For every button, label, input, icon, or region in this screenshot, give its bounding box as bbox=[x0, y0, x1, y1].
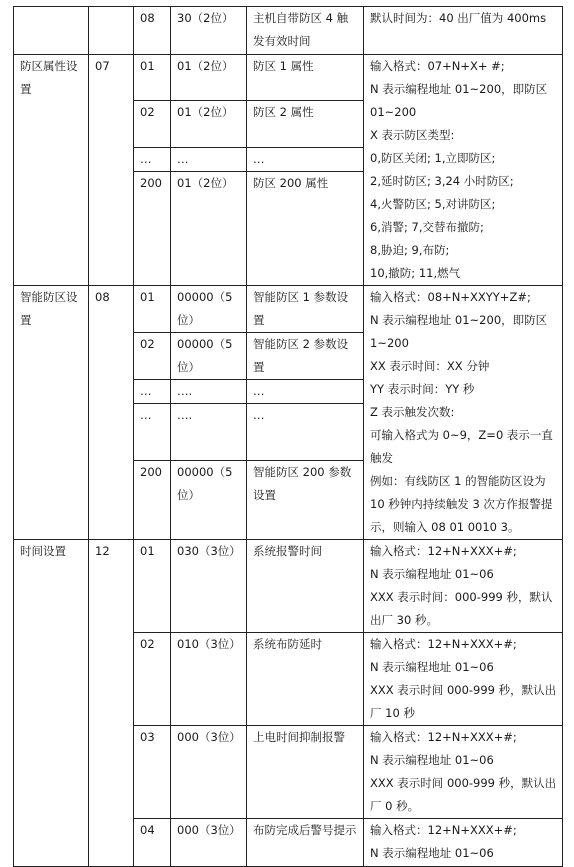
name-cell: … bbox=[247, 147, 364, 171]
code-cell bbox=[89, 7, 134, 55]
num-cell: 01 bbox=[134, 286, 171, 333]
value-cell: 00000（5位） bbox=[171, 461, 247, 540]
table-row bbox=[14, 286, 563, 333]
name-cell: … bbox=[247, 404, 364, 461]
desc-cell: 输入格式：07+N+X+ #; N 表示编程地址 01~200，即防区 01~200 X 表示防区类型: 0,防区关闭; 1,立即防区; 2,延时防区; 3,24 小时防区; 4,火警防区; 5,对讲防区; 6,消警; 7,交替布撤防; 8,胁迫; 9,布防; 10,撤防; 11,燃气 bbox=[364, 55, 563, 286]
table-row bbox=[14, 7, 563, 55]
num-cell: … bbox=[134, 404, 171, 461]
category-cell: 防区属性设置 bbox=[14, 55, 89, 286]
category-cell bbox=[14, 7, 89, 55]
code-cell: 08 bbox=[89, 286, 134, 540]
value-cell: 000（3位） bbox=[171, 726, 247, 819]
value-cell: 01（2位） bbox=[171, 171, 247, 285]
code-cell: 12 bbox=[89, 540, 134, 867]
desc-cell: 输入格式：12+N+XXX+#; N 表示编程地址 01~06 XXX 表示时间：000-999 秒，默认 出厂 30 秒。 bbox=[364, 540, 563, 633]
desc-cell: 输入格式：12+N+XXX+#; N 表示编程地址 01~06 XXX 表示时间 000-999 秒，默认出 厂 0 秒。 bbox=[364, 726, 563, 819]
name-cell: 上电时间抑制报警 bbox=[247, 726, 364, 819]
num-cell: 200 bbox=[134, 171, 171, 285]
value-cell: … bbox=[171, 147, 247, 171]
name-cell: 布防完成后警号提示 bbox=[247, 819, 364, 867]
name-cell: 防区 1 属性 bbox=[247, 55, 364, 101]
table-row bbox=[14, 540, 563, 633]
num-cell: … bbox=[134, 147, 171, 171]
value-cell: 030（3位） bbox=[171, 540, 247, 633]
category-cell: 智能防区设置 bbox=[14, 286, 89, 540]
name-cell: 防区 200 属性 bbox=[247, 171, 364, 285]
num-cell: 02 bbox=[134, 633, 171, 726]
name-cell: 系统报警时间 bbox=[247, 540, 364, 633]
category-cell: 时间设置 bbox=[14, 540, 89, 867]
value-cell: 00000（5位） bbox=[171, 333, 247, 380]
value-cell: 00000（5位） bbox=[171, 286, 247, 333]
programming-table bbox=[13, 6, 563, 867]
name-cell: 智能防区 2 参数设置 bbox=[247, 333, 364, 380]
name-cell: 主机自带防区 4 触发有效时间 bbox=[247, 7, 364, 55]
name-cell: 防区 2 属性 bbox=[247, 101, 364, 147]
desc-cell: 输入格式：08+N+XXYY+Z#; N 表示编程地址 01~200，即防区 1~200 XX 表示时间：XX 分钟 YY 表示时间：YY 秒 Z 表示触发次数: 可输入格式为 0~9，Z=0 表示一直 触发 例如：有线防区 1 的智能防区设为 10 秒钟内持续触发 3 次方作报警提 示，则输入 08 01 0010 3。 bbox=[364, 286, 563, 540]
value-cell: 01（2位） bbox=[171, 55, 247, 101]
table-row bbox=[14, 55, 563, 101]
num-cell: 01 bbox=[134, 55, 171, 101]
num-cell: 200 bbox=[134, 461, 171, 540]
value-cell: 000（3位） bbox=[171, 819, 247, 867]
num-cell: … bbox=[134, 380, 171, 404]
value-cell: 01（2位） bbox=[171, 101, 247, 147]
num-cell: 02 bbox=[134, 101, 171, 147]
desc-cell: 输入格式：12+N+XXX+#; N 表示编程地址 01~06 XXX 表示时间 000-999 秒，默认出 厂 10 秒 bbox=[364, 633, 563, 726]
name-cell: 系统布防延时 bbox=[247, 633, 364, 726]
desc-cell: 输入格式：12+N+XXX+#; N 表示编程地址 01~06 bbox=[364, 819, 563, 867]
value-cell: 010（3位） bbox=[171, 633, 247, 726]
name-cell: 智能防区 200 参数设置 bbox=[247, 461, 364, 540]
num-cell: 02 bbox=[134, 333, 171, 380]
value-cell: 30（2位） bbox=[171, 7, 247, 55]
value-cell: …. bbox=[171, 380, 247, 404]
desc-cell: 默认时间为：40 出厂值为 400ms bbox=[364, 7, 563, 55]
num-cell: 08 bbox=[134, 7, 171, 55]
name-cell: … bbox=[247, 380, 364, 404]
num-cell: 03 bbox=[134, 726, 171, 819]
name-cell: 智能防区 1 参数设置 bbox=[247, 286, 364, 333]
num-cell: 04 bbox=[134, 819, 171, 867]
value-cell: …. bbox=[171, 404, 247, 461]
code-cell: 07 bbox=[89, 55, 134, 286]
num-cell: 01 bbox=[134, 540, 171, 633]
